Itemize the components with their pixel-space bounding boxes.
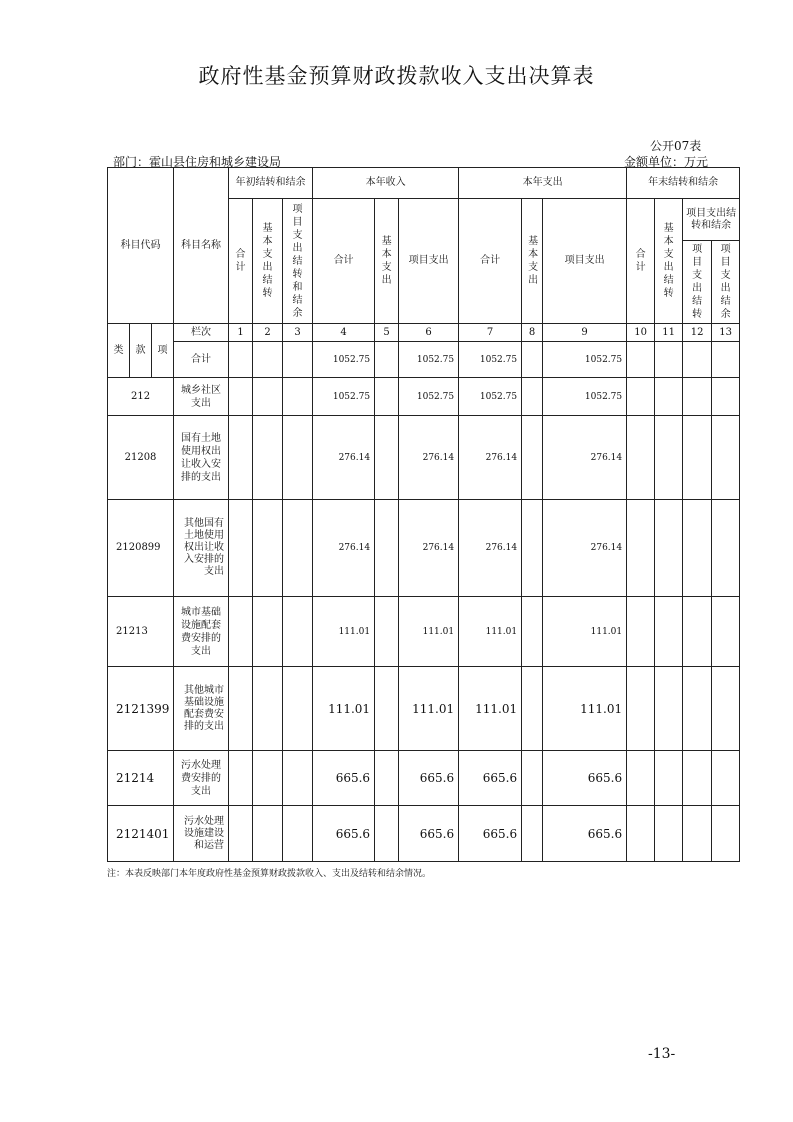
income-header: 本年收入 — [313, 168, 459, 199]
end-project-carry-cell — [683, 378, 712, 416]
income-total-cell: 276.14 — [313, 500, 375, 597]
total-label: 合计 — [174, 342, 229, 378]
end-basic-cell — [655, 378, 683, 416]
begin-basic-header: 基本支出结转 — [253, 199, 283, 324]
subject-name-cell: 城市基础设施配套费安排的支出 — [174, 597, 229, 667]
subject-code-cell: 2120899 — [108, 500, 174, 597]
expense-project-cell: 276.14 — [543, 416, 627, 500]
page-number: -13- — [648, 1046, 676, 1062]
class-header: 类 — [108, 324, 130, 378]
sub-item-header: 项 — [152, 324, 174, 378]
income-total-cell: 1052.75 — [313, 342, 375, 378]
begin-total-cell — [229, 806, 253, 862]
end-project-header: 项目支出结转和结余 — [683, 199, 740, 241]
begin-basic-cell — [253, 806, 283, 862]
expense-header: 本年支出 — [459, 168, 627, 199]
end-project-balance-cell — [712, 667, 740, 751]
expense-total-cell: 665.6 — [459, 751, 522, 806]
subject-name-header: 科目名称 — [174, 168, 229, 324]
income-project-cell: 665.6 — [399, 751, 459, 806]
begin-total-cell — [229, 597, 253, 667]
income-basic-cell — [375, 500, 399, 597]
col-number: 1 — [229, 324, 253, 342]
end-basic-header: 基本支出结转 — [655, 199, 683, 324]
expense-project-cell: 665.6 — [543, 806, 627, 862]
subject-code-cell: 2121399 — [108, 667, 174, 751]
col-number: 9 — [543, 324, 627, 342]
column-index-row — [108, 324, 740, 342]
expense-basic-header: 基本支出 — [522, 199, 543, 324]
begin-total-cell — [229, 667, 253, 751]
col-number: 2 — [253, 324, 283, 342]
expense-basic-cell — [522, 597, 543, 667]
expense-project-cell: 665.6 — [543, 751, 627, 806]
begin-total-cell — [229, 500, 253, 597]
end-project-balance-cell — [712, 806, 740, 862]
end-basic-cell — [655, 500, 683, 597]
end-balance-header: 年末结转和结余 — [627, 168, 740, 199]
end-project-carry-cell — [683, 416, 712, 500]
subject-name-cell: 污水处理设施建设和运营 — [174, 806, 229, 862]
subject-code-cell: 2121401 — [108, 806, 174, 862]
table-row — [108, 500, 740, 597]
income-total-cell: 111.01 — [313, 667, 375, 751]
end-project-balance-cell — [712, 597, 740, 667]
column-index-label: 栏次 — [174, 324, 229, 342]
table-row — [108, 751, 740, 806]
income-total-cell: 111.01 — [313, 597, 375, 667]
income-basic-cell — [375, 751, 399, 806]
expense-project-cell: 111.01 — [543, 667, 627, 751]
expense-basic-cell — [522, 751, 543, 806]
income-project-header: 项目支出 — [399, 199, 459, 324]
income-total-cell: 665.6 — [313, 751, 375, 806]
begin-project-cell — [283, 751, 313, 806]
expense-total-cell: 1052.75 — [459, 342, 522, 378]
expense-total-cell: 1052.75 — [459, 378, 522, 416]
end-project-carry-cell — [683, 751, 712, 806]
income-basic-header: 基本支出 — [375, 199, 399, 324]
header-row-1 — [108, 168, 740, 199]
begin-total-cell — [229, 416, 253, 500]
table-row — [108, 378, 740, 416]
subject-name-cell: 其他国有土地使用权出让收入安排的支出 — [174, 500, 229, 597]
expense-basic-cell — [522, 378, 543, 416]
subject-name-cell: 污水处理费安排的支出 — [174, 751, 229, 806]
begin-project-cell — [283, 416, 313, 500]
end-project-balance-cell — [712, 378, 740, 416]
expense-project-header: 项目支出 — [543, 199, 627, 324]
col-number: 4 — [313, 324, 375, 342]
end-total-cell — [627, 597, 655, 667]
end-project-carry-header: 项目支出结转 — [683, 241, 712, 324]
total-row — [108, 342, 740, 378]
end-total-cell — [627, 378, 655, 416]
end-total-cell — [627, 500, 655, 597]
end-project-carry-cell — [683, 500, 712, 597]
income-project-cell: 276.14 — [399, 416, 459, 500]
begin-basic-cell — [253, 597, 283, 667]
end-total-cell — [627, 667, 655, 751]
end-basic-cell — [655, 667, 683, 751]
expense-project-cell: 111.01 — [543, 597, 627, 667]
expense-total-header: 合计 — [459, 199, 522, 324]
expense-basic-cell — [522, 500, 543, 597]
begin-total-cell — [229, 751, 253, 806]
col-number: 3 — [283, 324, 313, 342]
income-project-cell: 665.6 — [399, 806, 459, 862]
expense-total-cell: 665.6 — [459, 806, 522, 862]
subject-name-cell: 其他城市基础设施配套费安排的支出 — [174, 667, 229, 751]
col-number: 11 — [655, 324, 683, 342]
col-number: 13 — [712, 324, 740, 342]
end-basic-cell — [655, 806, 683, 862]
table-row — [108, 667, 740, 751]
begin-basic-cell — [253, 378, 283, 416]
income-basic-cell — [375, 378, 399, 416]
income-project-cell: 276.14 — [399, 500, 459, 597]
income-project-cell: 111.01 — [399, 667, 459, 751]
income-basic-cell — [375, 597, 399, 667]
col-number: 8 — [522, 324, 543, 342]
expense-total-cell: 276.14 — [459, 500, 522, 597]
col-number: 6 — [399, 324, 459, 342]
income-total-cell: 276.14 — [313, 416, 375, 500]
expense-basic-cell — [522, 667, 543, 751]
income-basic-cell — [375, 667, 399, 751]
end-project-carry-cell — [683, 597, 712, 667]
end-project-balance-cell — [712, 500, 740, 597]
unit-label: 金额单位：万元 — [624, 155, 709, 169]
income-basic-cell — [375, 416, 399, 500]
end-basic-cell — [655, 597, 683, 667]
income-project-cell: 1052.75 — [399, 378, 459, 416]
end-total-cell — [627, 806, 655, 862]
subject-name-cell: 国有土地使用权出让收入安排的支出 — [174, 416, 229, 500]
col-number: 7 — [459, 324, 522, 342]
col-number: 5 — [375, 324, 399, 342]
end-total-header: 合计 — [627, 199, 655, 324]
income-total-header: 合计 — [313, 199, 375, 324]
begin-project-cell — [283, 500, 313, 597]
end-total-cell — [627, 751, 655, 806]
subject-code-header: 科目代码 — [108, 168, 174, 324]
table-row — [108, 806, 740, 862]
begin-basic-cell — [253, 416, 283, 500]
department-label: 部门：霍山县住房和城乡建设局 — [113, 155, 282, 169]
end-total-cell — [627, 416, 655, 500]
form-number: 公开07表 — [650, 139, 702, 153]
begin-balance-header: 年初结转和结余 — [229, 168, 313, 199]
expense-total-cell: 276.14 — [459, 416, 522, 500]
begin-total-header: 合计 — [229, 199, 253, 324]
income-total-cell: 665.6 — [313, 806, 375, 862]
footnote: 注：本表反映部门本年度政府性基金预算财政拨款收入、支出及结转和结余情况。 — [107, 869, 432, 879]
begin-basic-cell — [253, 751, 283, 806]
end-project-carry-cell — [683, 806, 712, 862]
end-project-balance-header: 项目支出结余 — [712, 241, 740, 324]
begin-total-cell — [229, 378, 253, 416]
end-project-balance-cell — [712, 416, 740, 500]
expense-basic-cell — [522, 806, 543, 862]
subject-code-cell: 21208 — [108, 416, 174, 500]
col-number: 12 — [683, 324, 712, 342]
expense-basic-cell — [522, 416, 543, 500]
begin-project-cell — [283, 806, 313, 862]
table-row — [108, 416, 740, 500]
expense-project-cell: 1052.75 — [543, 378, 627, 416]
end-project-balance-cell — [712, 751, 740, 806]
income-project-cell: 1052.75 — [399, 342, 459, 378]
begin-project-cell — [283, 667, 313, 751]
subject-code-cell: 21214 — [108, 751, 174, 806]
income-project-cell: 111.01 — [399, 597, 459, 667]
expense-total-cell: 111.01 — [459, 667, 522, 751]
begin-project-header: 项目支出结转和结余 — [283, 199, 313, 324]
income-total-cell: 1052.75 — [313, 378, 375, 416]
subject-code-cell: 212 — [108, 378, 174, 416]
table-row — [108, 597, 740, 667]
subject-name-cell: 城乡社区支出 — [174, 378, 229, 416]
begin-basic-cell — [253, 667, 283, 751]
expense-project-cell: 276.14 — [543, 500, 627, 597]
begin-basic-cell — [253, 500, 283, 597]
expense-total-cell: 111.01 — [459, 597, 522, 667]
page-title: 政府性基金预算财政拨款收入支出决算表 — [198, 64, 595, 88]
final-accounts-table — [107, 167, 740, 862]
income-basic-cell — [375, 806, 399, 862]
end-basic-cell — [655, 416, 683, 500]
col-number: 10 — [627, 324, 655, 342]
subject-code-cell: 21213 — [108, 597, 174, 667]
begin-project-cell — [283, 597, 313, 667]
begin-project-cell — [283, 378, 313, 416]
item-header: 款 — [130, 324, 152, 378]
expense-project-cell: 1052.75 — [543, 342, 627, 378]
end-basic-cell — [655, 751, 683, 806]
end-project-carry-cell — [683, 667, 712, 751]
